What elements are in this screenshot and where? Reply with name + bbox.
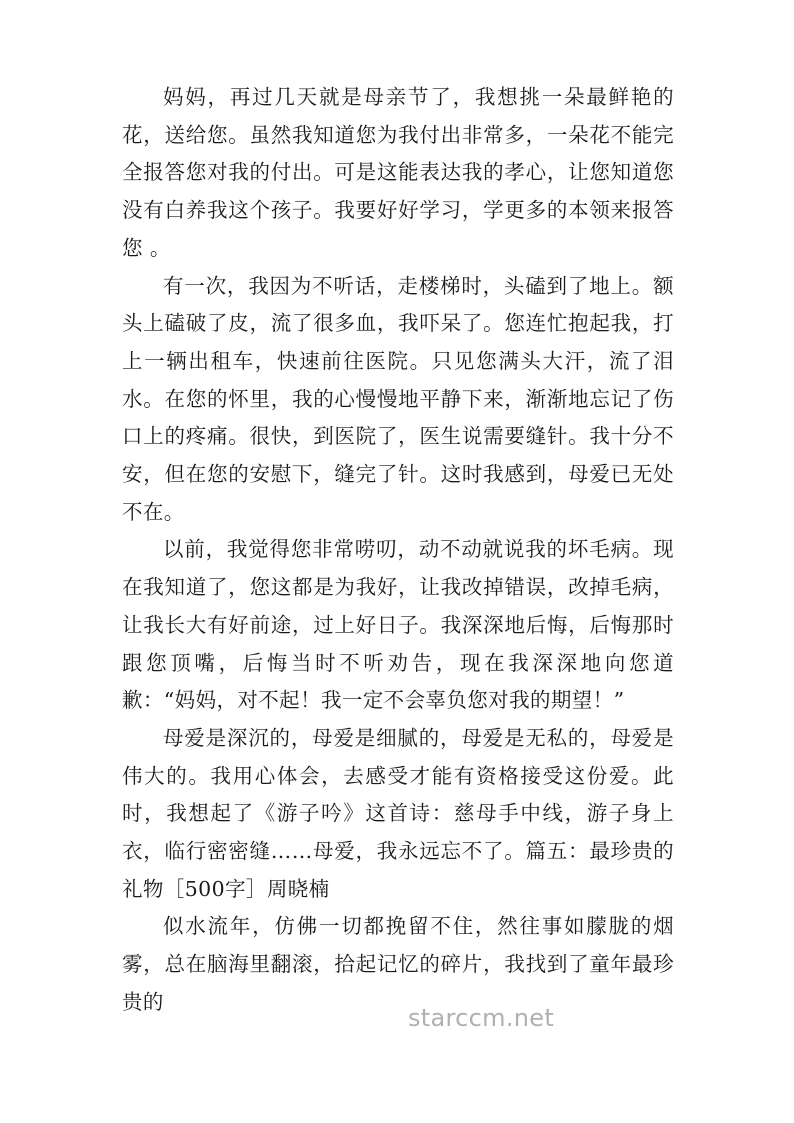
document-body [122,79,674,1022]
paragraph-stairs-injury: 有一次，我因为不听话，走楼梯时，头磕到了地上。额头上磕破了皮，流了很多血，我吓呆了。您连忙抱起我，打上一辆出租车，快速前往医院。只见您满头大汗，流了泪水。在您的怀里，我的心慢慢地平静下来，渐渐地忘记了伤口上的疼痛。很快，到医院了，医生说需要缝针。我十分不安，但在您的安慰下，缝完了针。这时我感到，母爱已无处不在。 [122,273,674,524]
paragraph-nagging-apology: 以前，我觉得您非常唠叨，动不动就说我的坏毛病。现在我知道了，您这都是为我好，让我改掉错误，改掉毛病，让我长大有好前途，过上好日子。我深深地后悔，后悔那时跟您顶嘴，后悔当时不听劝告，现在我深深地向您道歉：“妈妈，对不起！我一定不会辜负您对我的期望！” [122,537,674,713]
paragraph-mothers-day-flower: 妈妈，再过几天就是母亲节了，我想挑一朵最鲜艳的花，送给您。虽然我知道您为我付出非常多，一朵花不能完全报答您对我的付出。可是这能表达我的孝心，让您知道您没有白养我这个孩子。我要好好学习，学更多的本领来报答您 。 [122,85,674,260]
paragraph-mother-love: 母爱是深沉的，母爱是细腻的，母爱是无私的，母爱是伟大的。我用心体会，去感受才能有资格接受这份爱。此时，我想起了《游子吟》这首诗：慈母手中线，游子身上衣，临行密密缝……母爱，我永远忘不了。篇五：最珍贵的礼物［500字］周晓楠 [122,725,674,901]
paragraph-childhood-memory: 似水流年，仿佛一切都挽留不住，然往事如朦胧的烟雾，总在脑海里翻滚，拾起记忆的碎片，我找到了童年最珍贵的 [122,914,674,1014]
watermark-text: starccm.net [408,1004,555,1032]
